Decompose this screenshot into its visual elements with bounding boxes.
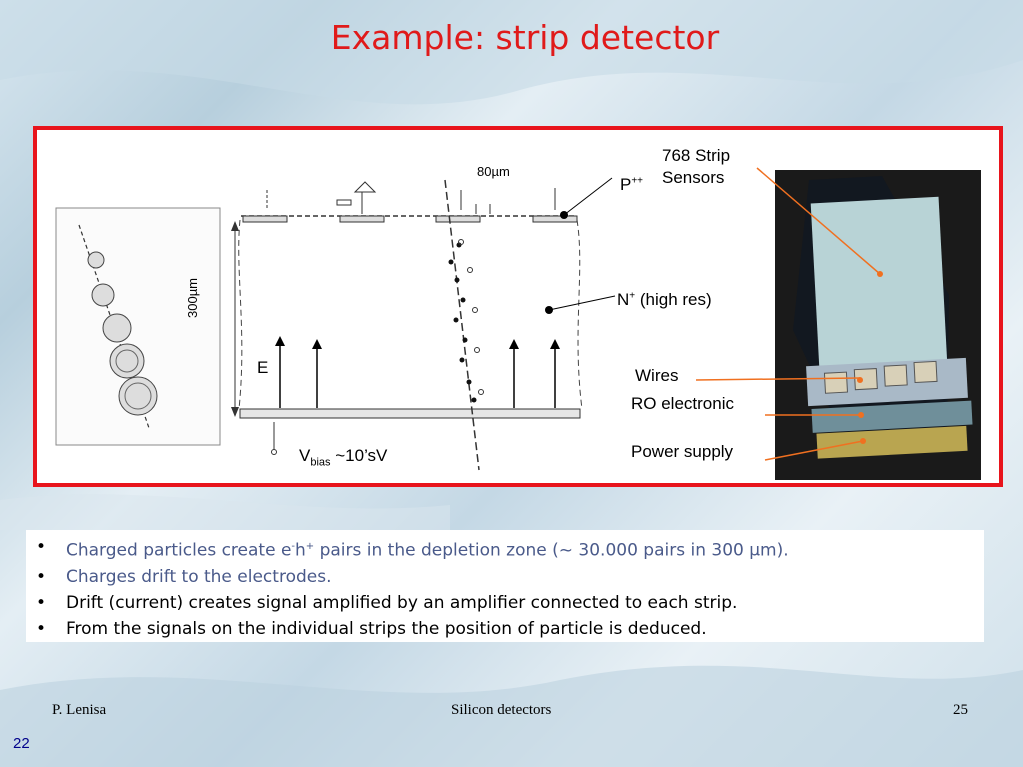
bullet-item: • From the signals on the individual strips the position of particle is deduced. <box>36 616 984 642</box>
slide-title: Example: strip detector <box>330 18 720 57</box>
footer-topic: Silicon detectors <box>451 702 552 718</box>
bullet-item: • Charges drift to the electrodes. <box>36 564 984 590</box>
thickness-label: 300µm <box>185 277 200 318</box>
strip-sensors-label-line1: 768 Strip <box>662 146 731 165</box>
bullet-item: • Drift (current) creates signal amplified by an amplifier connected to each strip. <box>36 590 984 616</box>
wires-label: Wires <box>635 366 679 385</box>
sensor-module-photo <box>775 170 981 480</box>
detector-cross-section <box>231 178 615 470</box>
footer-page-number: 25 <box>953 702 968 718</box>
strip-detector-figure <box>37 130 999 483</box>
n-plus-label: N+ (high res) <box>617 290 712 309</box>
bullet-list <box>26 530 984 642</box>
field-label: E <box>257 358 269 377</box>
ro-electronic-label: RO electronic <box>631 394 734 413</box>
slide-number: 22 <box>13 735 30 752</box>
power-supply-label: Power supply <box>631 442 734 461</box>
particle-track-sketch <box>56 208 220 445</box>
bias-voltage-label: $V_{bias}$ ~10’sV <box>299 446 388 469</box>
footer-author: P. Lenisa <box>52 702 107 718</box>
p-plus-plus-label: P++ <box>620 175 644 194</box>
bullet-item: • Charged particles create e-h+ pairs in the depletion zone (~ 30.000 pairs in 300 µm). <box>36 534 984 564</box>
strip-sensors-label-line2: Sensors <box>662 168 725 187</box>
pitch-label: 80µm <box>477 164 510 179</box>
figure-frame <box>33 126 1003 487</box>
